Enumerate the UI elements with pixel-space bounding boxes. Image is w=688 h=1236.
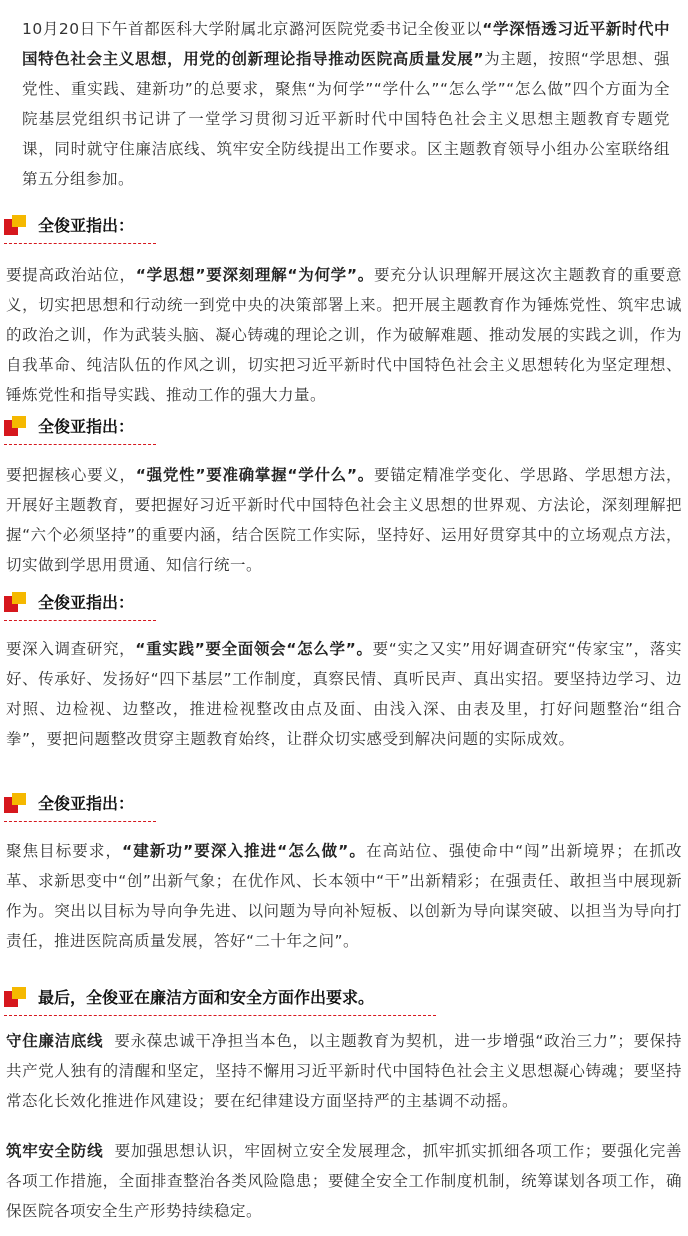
- heading-underline: [4, 243, 156, 244]
- section-body: 在高站位、强使命中“闯”出新境界；在抓改革、求新思变中“创”出新气象；在优作风、长本领中“干”出新精彩；在强责任、敢担当中展现新作为。突出以目标为导向争先进、以问题为导向补短板、以创新为导向谋突破、以担当为导向打责任，推进医院高质量发展，答好“二十年之问”。: [6, 842, 682, 950]
- section-heading-label: 全俊亚指出：: [38, 593, 135, 612]
- heading-underline: [4, 620, 156, 621]
- section-bold-claim: “学思想”要深刻理解“为何学”。: [135, 266, 375, 284]
- safety-body: 要加强思想认识，牢固树立安全发展理念，抓牢抓实抓细各项工作；要强化完善各项工作措施，全面排查整治各类风险隐患；要健全安全工作制度机制，统筹谋划各项工作，确保医院各项安全生产形势持续稳定。: [6, 1142, 682, 1220]
- intro-bold-title-2: 新时代中国特色社会主义思想，用党的创新理论指导推动医院高质量发展”: [22, 20, 670, 68]
- integrity-title: 守住廉洁底线: [6, 1032, 104, 1050]
- integrity-paragraph: [6, 1026, 682, 1116]
- safety-title: 筑牢安全防线: [6, 1142, 104, 1160]
- intro-text-1: 10月20日下午首都医科大学附属北京潞河医院党委书记全俊亚以: [22, 20, 483, 38]
- section-lead: 聚焦目标要求，: [6, 842, 123, 860]
- intro-bold-title-1: “学深悟透习近平: [482, 20, 606, 38]
- section-lead: 要提高政治站位，: [6, 266, 136, 284]
- section-bold-claim: “建新功”要深入推进“怎么做”。: [122, 842, 366, 860]
- heading-underline: [4, 1015, 436, 1016]
- heading-underline: [4, 444, 156, 445]
- section-paragraph-1: [6, 260, 682, 410]
- section-lead: 要把握核心要义，: [6, 466, 136, 484]
- section-bold-claim: “强党性”要准确掌握“学什么”。: [135, 466, 375, 484]
- heading-underline: [4, 821, 156, 822]
- section-heading-label: 全俊亚指出：: [38, 417, 135, 436]
- safety-paragraph: [6, 1136, 682, 1226]
- section-body: 要充分认识理解开展这次主题教育的重要意义，切实把思想和行动统一到党中央的决策部署上来。把开展主题教育作为锤炼党性、筑牢忠诚的政治之训，作为武装头脑、凝心铸魂的理论之训，作为破解难题、推动发展的实践之训，作为自我革命、纯洁队伍的作风之训，切实把习近平新时代中国特色社会主义思想转化为坚定理想、锤炼党性和指导实践、推动工作的强大力量。: [6, 266, 682, 404]
- final-heading-label: 最后，全俊亚在廉洁方面和安全方面作出要求。: [38, 988, 375, 1007]
- section-lead: 要深入调查研究，: [6, 640, 136, 658]
- section-body: 要“实之又实”用好调查研究“传家宝”，落实好、传承好、发扬好“四下基层”工作制度，真察民情、真听民声、真出实招。要坚持边学习、边对照、边检视、边整改，推进检视整改由点及面、由浅入深、由表及里，打好问题整治“组合拳”，要把问题整改贯穿主题教育始终，让群众切实感受到解决问题的实际成效。: [6, 640, 682, 748]
- intro-text-3: 题，按照“学思想、强党性、重实践、建新功”的总要求，聚焦“为何学”“学什么”“怎么学”“怎么做”四个方面为全院基层党组织书记讲了一堂学习贯彻习近平新时代中国特色社会主义思想主题教育专题党课，同时就守住廉洁底线、筑牢安全防线提出工作要求。区主题教育领导小组办公室联络组第五分组参加。: [22, 50, 670, 188]
- heading-marker-icon: [4, 592, 26, 614]
- section-heading-label: 全俊亚指出：: [38, 794, 135, 813]
- section-heading-label: 全俊亚指出：: [38, 216, 135, 235]
- heading-marker-icon: [4, 215, 26, 237]
- section-paragraph-3: [6, 634, 682, 754]
- heading-marker-icon: [4, 416, 26, 438]
- heading-marker-icon: [4, 987, 26, 1009]
- intro-paragraph: [22, 14, 670, 194]
- section-paragraph-2: [6, 460, 682, 580]
- heading-marker-icon: [4, 793, 26, 815]
- intro-text-2: 为主: [484, 50, 517, 68]
- section-body: 要锚定精准学变化、学思路、学思想方法，开展好主题教育，要把握好习近平新时代中国特色社会主义思想的世界观、方法论，深刻理解把握“六个必须坚持”的重要内涵，结合医院工作实际，坚持好、运用好贯穿其中的立场观点方法，切实做到学思用贯通、知信行统一。: [6, 466, 682, 574]
- section-bold-claim: “重实践”要全面领会“怎么学”。: [135, 640, 373, 658]
- section-paragraph-4: [6, 836, 682, 956]
- integrity-body: 要永葆忠诚干净担当本色，以主题教育为契机，进一步增强“政治三力”；要保持共产党人独有的清醒和坚定，坚持不懈用习近平新时代中国特色社会主义思想凝心铸魂；要坚持常态化长效化推进作风建设；要在纪律建设方面坚持严的主基调不动摇。: [6, 1032, 682, 1110]
